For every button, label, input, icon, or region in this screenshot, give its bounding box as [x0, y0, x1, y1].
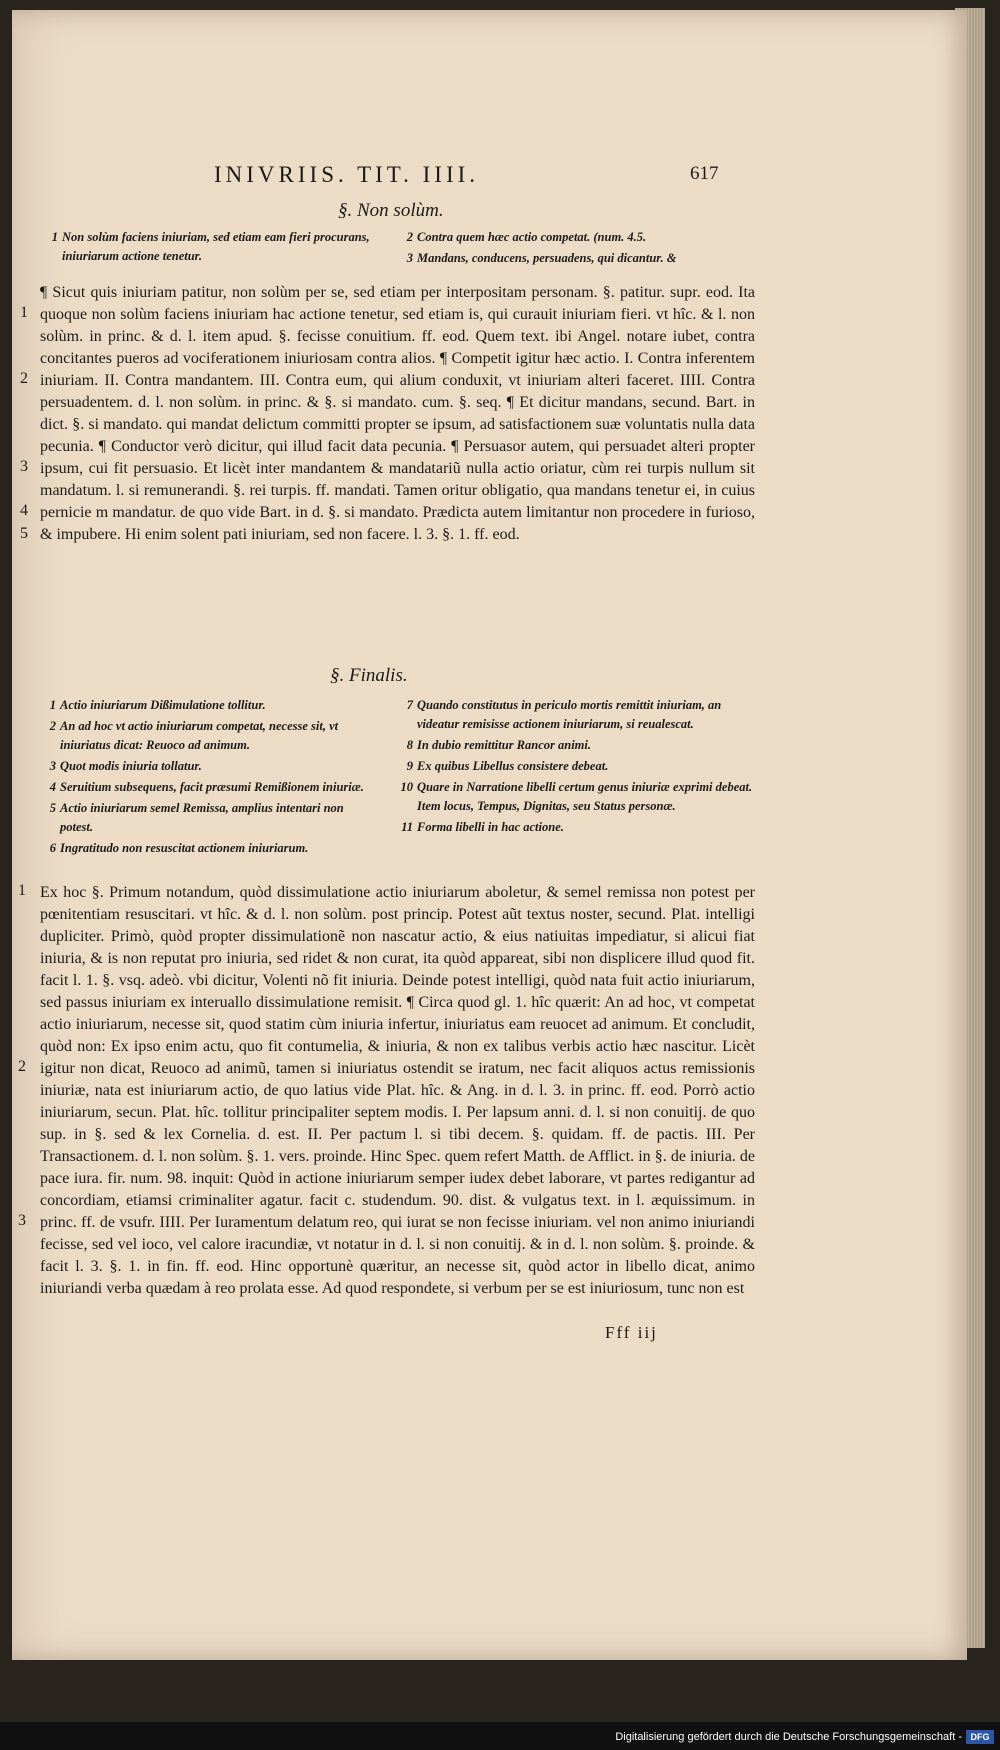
summary-right-2 [395, 696, 755, 839]
summary-item: 7 Quando constitutus in periculo mortis remittit iniuriam, an videatur remisisse actionem iniuriarum, si reualescat. [406, 698, 722, 731]
summary-item: 9 Ex quibus Libellus consistere debeat. [406, 759, 609, 773]
summary-item: 4 Seruitium subsequens, facit præsumi Remißionem iniuriæ. [49, 780, 364, 794]
summary-item: 11 Forma libelli in hac actione. [401, 820, 564, 834]
summary-item: 1 Actio iniuriarum Dißimulatione tollitur. [49, 698, 266, 712]
summary-item: 3 Mandans, conducens, persuadens, qui dicantur. & [406, 251, 677, 265]
summary-item: 10 Quare in Narratione libelli certum genus iniuriæ exprimi debeat. Item locus, Tempus, Dignitas, seu Status personæ. [400, 780, 753, 813]
section1-body: ¶ Sicut quis iniuriam patitur, non solùm per se, sed etiam per interpositam personam. §. patitur. supr. eod. Ita quoque non solùm faciens iniuriam hac actione tenetur, sed etiam is, qui curauit iniuriam fieri. vt hîc. & l. non solùm. in princ. & d. l. item apud. §. fecisse conuitium. ff. eod. Quem text. ibi Angel. notare iubet, contra concitantes pueros ad vociferationem iniuriosam contra alios. ¶ Competit igitur hæc actio. I. Contra inferentem iniuriam. II. Contra mandantem. III. Contra eum, qui alium conduxit, vt iniuriam alteri faceret. IIII. Contra persuadentem. d. l. non solùm. in princ. & §. si mandato. cum. §. seq. ¶ Et dicitur mandans, secund. Bart. in dict. §. si mandato. qui mandat delictum committi propter se ipsum, ad satisfactionem suæ voluntatis nulla data pecunia. ¶ Conductor verò dicitur, qui illud facit data pecunia. ¶ Persuasor autem, qui persuadet alteri propter ipsum, cui fit persuasio. Et licèt inter mandantem & mandatariũ nulla actio oriatur, cùm rei turpis nullum sit mandatum. l. si remunerandi. §. rei turpis. ff. mandati. Tamen oritur obligatio, qua mandans tenetur ei, in cuius pernicie m mandatur. de quo vide Bart. in d. §. si mandato. Prædicta autem limitantur non procedere in furioso, & impubere. Hi enim solent pati iniuriam, sed non facere. l. 3. §. 1. ff. eod. [40, 284, 755, 543]
summary-item: 1 Non solùm faciens iniuriam, sed etiam eam fieri procurans, iniuriarum actione tenetur. [51, 230, 370, 263]
summary-left-2 [38, 696, 378, 860]
running-head: INIVRIIS. TIT. IIII. [214, 162, 480, 187]
summary-item: 6 Ingratitudo non resuscitat actionem iniuriarum. [49, 841, 309, 855]
summary-item: 5 Actio iniuriarum semel Remissa, amplius intentari non potest. [49, 801, 344, 834]
summary-left-1 [40, 228, 390, 268]
section-title-finalis: §. Finalis. [330, 665, 408, 686]
dfg-logo-icon: DFG [966, 1730, 994, 1744]
summary-item: 2 An ad hoc vt actio iniuriarum competat, necesse sit, vt iniuriatus dicat: Reuoco ad animum. [49, 719, 339, 752]
page-number: 617 [690, 163, 719, 184]
summary-item: 3 Quot modis iniuria tollatur. [49, 759, 202, 773]
signature-mark: Fff iij [605, 1323, 658, 1342]
summary-item: 8 In dubio remittitur Rancor animi. [406, 738, 592, 752]
section2-body: Ex hoc §. Primum notandum, quòd dissimulatione actio iniuriarum aboletur, & semel remissa non potest per pœnitentiam resuscitari. vt hîc. & d. l. non solùm. post princip. Potest aũt textus noster, secund. Plat. intelligi dupliciter. Primò, quòd propter dissimulationẽ non nascatur actio, & eius natiuitas impediatur, si alicui fiat iniuria, & is non reputat pro iniuria, sed ridet & non curat, ita quòd appareat, sibi non displicere illud quod fit. facit l. 1. §. vsq. adeò. vbi dicitur, Volenti nõ fit iniuria. Deinde potest intelligi, quòd nata fuit actio iniuriarum, sed passus iniuriam ex interuallo dissimulatione remisit. ¶ Circa quod gl. 1. hîc quærit: An ad hoc, vt competat actio iniuriarum, necesse sit, quod statim cùm iniuria infertur, iniuriatus eam reuocet ad animum. Et concludit, quòd non: Ex ipso enim actu, quo fit contumelia, & iniuria, & non ex talibus verbis actio hæc nascitur. Licèt igitur non dicat, Reuoco ad animũ, tamen si iniuriatus ostendit se iratum, nec facit aliquos actus remissionis iniuriæ, nata est iniuriarum actio, de quo latius vide Plat. hîc. & Ang. in d. l. 3. in princ. ff. eod. Porrò actio iniuriarum, secun. Plat. hîc. tollitur principaliter septem modis. I. Per lapsum anni. d. l. si non conuitij. de quo sup. in §. sed & lex Cornelia. d. est. II. Per pactum l. si tibi decem. §. quidam. ff. de pactis. III. Per Transactionem. d. l. non solùm. §. 1. vers. proinde. Hinc Spec. quem refert Matth. de Afflict. in §. de iniuria. de pace iura. fir. num. 98. inquit: Quòd in actione iniuriarum semper iudex debet laborare, vt partes redigantur ad concordiam, etiamsi criminaliter agatur. facit c. studendum. 90. dist. & vulgatus text. in l. æquissimum. in princ. ff. de vsufr. IIII. Per Iuramentum delatum reo, qui iurat se non fecisse iniuriam. vel non animo iniuriandi fecisse, sed vel ioco, vel calore iracundiæ, vt notatur in d. l. si non conuitij. & in d. l. non solùm. §. proinde. & facit l. 3. §. 1. in fin. ff. eod. Hinc opportunè quæritur, an necesse sit, quòd actor in libello dicat, animo iniuriandi verba quædam à reo prolata esse. Ad quod respondete, si verbum per se est iniuriosum, tunc non est [40, 884, 755, 1297]
summary-item: 2 Contra quem hæc actio competat. (num. 4.5. [406, 230, 647, 244]
footer-credit: Digitalisierung gefördert durch die Deutsche Forschungsgemeinschaft - [615, 1731, 962, 1743]
summary-right-1 [395, 228, 755, 270]
section-title-non-solum: §. Non solùm. [338, 200, 444, 221]
